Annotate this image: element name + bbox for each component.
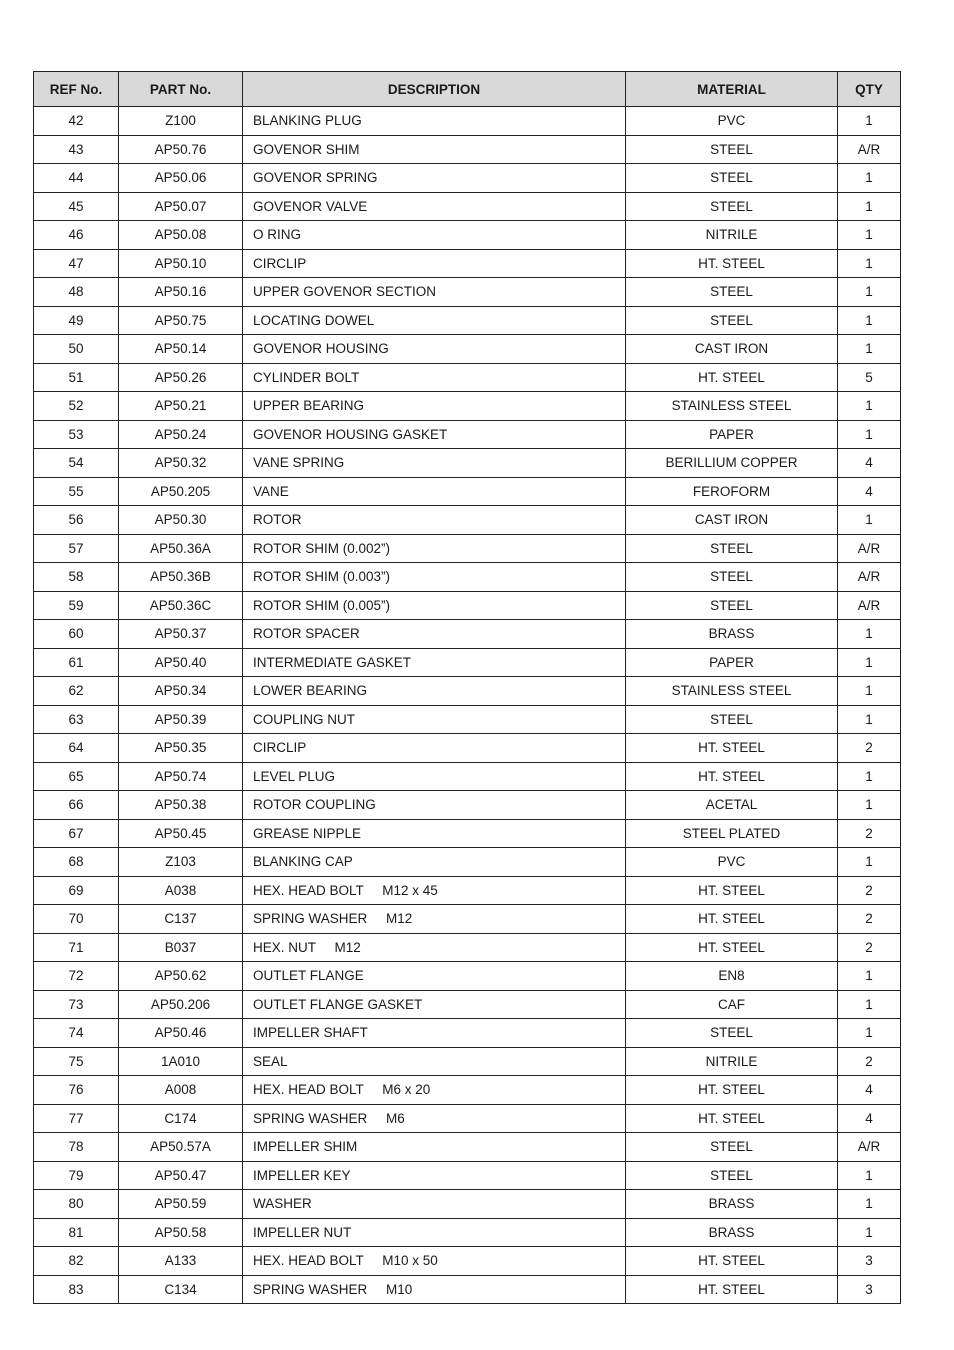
ref-no-cell: 64	[34, 734, 119, 763]
material-cell: BRASS	[626, 1190, 838, 1219]
material-cell: FEROFORM	[626, 477, 838, 506]
part-no-cell: AP50.62	[119, 962, 243, 991]
material-cell: HT. STEEL	[626, 1104, 838, 1133]
qty-cell: 4	[838, 1104, 901, 1133]
part-no-cell: AP50.32	[119, 449, 243, 478]
material-cell: ACETAL	[626, 791, 838, 820]
description-cell: INTERMEDIATE GASKET	[243, 648, 626, 677]
description-cell: VANE SPRING	[243, 449, 626, 478]
description-cell: ROTOR SHIM (0.003”)	[243, 563, 626, 592]
table-row	[34, 1104, 901, 1133]
ref-no-cell: 69	[34, 876, 119, 905]
ref-no-cell: 55	[34, 477, 119, 506]
qty-cell: 1	[838, 107, 901, 136]
part-no-cell: AP50.26	[119, 363, 243, 392]
ref-no-cell: 48	[34, 278, 119, 307]
part-no-cell: AP50.205	[119, 477, 243, 506]
material-cell: EN8	[626, 962, 838, 991]
description-cell: BLANKING CAP	[243, 848, 626, 877]
material-cell: HT. STEEL	[626, 1247, 838, 1276]
material-cell: PAPER	[626, 648, 838, 677]
description-cell: O RING	[243, 221, 626, 250]
table-row	[34, 420, 901, 449]
description-cell: BLANKING PLUG	[243, 107, 626, 136]
material-cell: HT. STEEL	[626, 734, 838, 763]
material-cell: HT. STEEL	[626, 933, 838, 962]
qty-cell: 2	[838, 1047, 901, 1076]
material-cell: BRASS	[626, 1218, 838, 1247]
table-row	[34, 1247, 901, 1276]
table-row	[34, 1190, 901, 1219]
description-cell: IMPELLER NUT	[243, 1218, 626, 1247]
description-cell: SPRING WASHER M6	[243, 1104, 626, 1133]
material-cell: STEEL	[626, 135, 838, 164]
qty-cell: 1	[838, 762, 901, 791]
table-row	[34, 164, 901, 193]
header-part-no: PART No.	[119, 72, 243, 107]
qty-cell: 2	[838, 905, 901, 934]
qty-cell: 1	[838, 335, 901, 364]
description-cell: GOVENOR HOUSING	[243, 335, 626, 364]
part-no-cell: AP50.57A	[119, 1133, 243, 1162]
description-cell: ROTOR SHIM (0.005”)	[243, 591, 626, 620]
part-no-cell: AP50.59	[119, 1190, 243, 1219]
description-cell: SPRING WASHER M12	[243, 905, 626, 934]
description-cell: CIRCLIP	[243, 249, 626, 278]
part-no-cell: AP50.37	[119, 620, 243, 649]
ref-no-cell: 80	[34, 1190, 119, 1219]
header-material: MATERIAL	[626, 72, 838, 107]
material-cell: HT. STEEL	[626, 1076, 838, 1105]
material-cell: NITRILE	[626, 1047, 838, 1076]
material-cell: STEEL	[626, 534, 838, 563]
description-cell: SEAL	[243, 1047, 626, 1076]
qty-cell: A/R	[838, 534, 901, 563]
table-row	[34, 477, 901, 506]
material-cell: CAST IRON	[626, 506, 838, 535]
qty-cell: 1	[838, 705, 901, 734]
qty-cell: 2	[838, 876, 901, 905]
qty-cell: 4	[838, 477, 901, 506]
part-no-cell: Z103	[119, 848, 243, 877]
description-cell: GREASE NIPPLE	[243, 819, 626, 848]
qty-cell: 2	[838, 819, 901, 848]
table-row	[34, 1076, 901, 1105]
table-row	[34, 1047, 901, 1076]
part-no-cell: AP50.40	[119, 648, 243, 677]
material-cell: STAINLESS STEEL	[626, 677, 838, 706]
qty-cell: 1	[838, 392, 901, 421]
material-cell: HT. STEEL	[626, 363, 838, 392]
description-cell: GOVENOR VALVE	[243, 192, 626, 221]
material-cell: STEEL	[626, 591, 838, 620]
part-no-cell: AP50.07	[119, 192, 243, 221]
part-no-cell: AP50.35	[119, 734, 243, 763]
table-row	[34, 962, 901, 991]
ref-no-cell: 51	[34, 363, 119, 392]
qty-cell: 1	[838, 1019, 901, 1048]
description-cell: UPPER GOVENOR SECTION	[243, 278, 626, 307]
description-cell: SPRING WASHER M10	[243, 1275, 626, 1304]
part-no-cell: AP50.74	[119, 762, 243, 791]
table-row	[34, 192, 901, 221]
material-cell: STEEL	[626, 705, 838, 734]
ref-no-cell: 77	[34, 1104, 119, 1133]
table-row	[34, 819, 901, 848]
description-cell: LOWER BEARING	[243, 677, 626, 706]
part-no-cell: AP50.36B	[119, 563, 243, 592]
table-row	[34, 221, 901, 250]
ref-no-cell: 63	[34, 705, 119, 734]
qty-cell: 5	[838, 363, 901, 392]
material-cell: STEEL	[626, 306, 838, 335]
part-no-cell: B037	[119, 933, 243, 962]
description-cell: IMPELLER SHIM	[243, 1133, 626, 1162]
table-row	[34, 648, 901, 677]
part-no-cell: AP50.76	[119, 135, 243, 164]
description-cell: OUTLET FLANGE	[243, 962, 626, 991]
part-no-cell: AP50.75	[119, 306, 243, 335]
qty-cell: 1	[838, 306, 901, 335]
table-row	[34, 734, 901, 763]
table-row	[34, 933, 901, 962]
table-header	[34, 72, 901, 107]
part-no-cell: AP50.10	[119, 249, 243, 278]
qty-cell: 1	[838, 620, 901, 649]
header-ref-no: REF No.	[34, 72, 119, 107]
ref-no-cell: 70	[34, 905, 119, 934]
part-no-cell: AP50.16	[119, 278, 243, 307]
table-row	[34, 249, 901, 278]
part-no-cell: Z100	[119, 107, 243, 136]
material-cell: STEEL	[626, 1161, 838, 1190]
table-row	[34, 1133, 901, 1162]
table-row	[34, 335, 901, 364]
ref-no-cell: 78	[34, 1133, 119, 1162]
ref-no-cell: 61	[34, 648, 119, 677]
qty-cell: 4	[838, 1076, 901, 1105]
part-no-cell: AP50.21	[119, 392, 243, 421]
ref-no-cell: 56	[34, 506, 119, 535]
table-row	[34, 762, 901, 791]
ref-no-cell: 50	[34, 335, 119, 364]
table-row	[34, 620, 901, 649]
material-cell: HT. STEEL	[626, 249, 838, 278]
part-no-cell: AP50.36A	[119, 534, 243, 563]
description-cell: HEX. HEAD BOLT M6 x 20	[243, 1076, 626, 1105]
ref-no-cell: 46	[34, 221, 119, 250]
part-no-cell: AP50.46	[119, 1019, 243, 1048]
qty-cell: 2	[838, 933, 901, 962]
description-cell: IMPELLER KEY	[243, 1161, 626, 1190]
part-no-cell: AP50.47	[119, 1161, 243, 1190]
description-cell: CIRCLIP	[243, 734, 626, 763]
part-no-cell: 1A010	[119, 1047, 243, 1076]
ref-no-cell: 81	[34, 1218, 119, 1247]
ref-no-cell: 82	[34, 1247, 119, 1276]
description-cell: WASHER	[243, 1190, 626, 1219]
part-no-cell: AP50.38	[119, 791, 243, 820]
table-row	[34, 677, 901, 706]
qty-cell: 1	[838, 249, 901, 278]
qty-cell: 3	[838, 1275, 901, 1304]
qty-cell: 3	[838, 1247, 901, 1276]
material-cell: STEEL	[626, 563, 838, 592]
header-row	[34, 72, 901, 107]
qty-cell: 1	[838, 791, 901, 820]
qty-cell: 1	[838, 962, 901, 991]
description-cell: CYLINDER BOLT	[243, 363, 626, 392]
ref-no-cell: 71	[34, 933, 119, 962]
description-cell: VANE	[243, 477, 626, 506]
table-row	[34, 534, 901, 563]
ref-no-cell: 42	[34, 107, 119, 136]
material-cell: HT. STEEL	[626, 876, 838, 905]
ref-no-cell: 52	[34, 392, 119, 421]
part-no-cell: A133	[119, 1247, 243, 1276]
part-no-cell: AP50.14	[119, 335, 243, 364]
material-cell: HT. STEEL	[626, 762, 838, 791]
ref-no-cell: 62	[34, 677, 119, 706]
table-row	[34, 1218, 901, 1247]
part-no-cell: AP50.58	[119, 1218, 243, 1247]
qty-cell: 1	[838, 192, 901, 221]
ref-no-cell: 83	[34, 1275, 119, 1304]
material-cell: PVC	[626, 848, 838, 877]
part-no-cell: AP50.39	[119, 705, 243, 734]
material-cell: HT. STEEL	[626, 905, 838, 934]
material-cell: CAF	[626, 990, 838, 1019]
qty-cell: A/R	[838, 135, 901, 164]
description-cell: LEVEL PLUG	[243, 762, 626, 791]
table-row	[34, 392, 901, 421]
description-cell: OUTLET FLANGE GASKET	[243, 990, 626, 1019]
material-cell: STAINLESS STEEL	[626, 392, 838, 421]
part-no-cell: AP50.30	[119, 506, 243, 535]
ref-no-cell: 49	[34, 306, 119, 335]
ref-no-cell: 66	[34, 791, 119, 820]
part-no-cell: AP50.24	[119, 420, 243, 449]
table-row	[34, 135, 901, 164]
ref-no-cell: 73	[34, 990, 119, 1019]
ref-no-cell: 74	[34, 1019, 119, 1048]
part-no-cell: AP50.08	[119, 221, 243, 250]
table-row	[34, 591, 901, 620]
ref-no-cell: 60	[34, 620, 119, 649]
description-cell: ROTOR	[243, 506, 626, 535]
description-cell: IMPELLER SHAFT	[243, 1019, 626, 1048]
qty-cell: 1	[838, 1161, 901, 1190]
ref-no-cell: 54	[34, 449, 119, 478]
material-cell: STEEL	[626, 192, 838, 221]
material-cell: BERILLIUM COPPER	[626, 449, 838, 478]
part-no-cell: C137	[119, 905, 243, 934]
qty-cell: 1	[838, 1190, 901, 1219]
material-cell: STEEL	[626, 164, 838, 193]
ref-no-cell: 45	[34, 192, 119, 221]
qty-cell: 1	[838, 648, 901, 677]
qty-cell: 2	[838, 734, 901, 763]
part-no-cell: AP50.06	[119, 164, 243, 193]
qty-cell: 1	[838, 420, 901, 449]
parts-list-table	[33, 71, 901, 1304]
ref-no-cell: 68	[34, 848, 119, 877]
ref-no-cell: 47	[34, 249, 119, 278]
description-cell: HEX. NUT M12	[243, 933, 626, 962]
description-cell: UPPER BEARING	[243, 392, 626, 421]
part-no-cell: C134	[119, 1275, 243, 1304]
description-cell: ROTOR COUPLING	[243, 791, 626, 820]
table-row	[34, 876, 901, 905]
material-cell: CAST IRON	[626, 335, 838, 364]
ref-no-cell: 75	[34, 1047, 119, 1076]
table-row	[34, 506, 901, 535]
material-cell: PVC	[626, 107, 838, 136]
description-cell: GOVENOR HOUSING GASKET	[243, 420, 626, 449]
table-row	[34, 107, 901, 136]
qty-cell: A/R	[838, 1133, 901, 1162]
part-no-cell: A038	[119, 876, 243, 905]
qty-cell: 1	[838, 848, 901, 877]
ref-no-cell: 59	[34, 591, 119, 620]
qty-cell: 1	[838, 677, 901, 706]
material-cell: BRASS	[626, 620, 838, 649]
description-cell: GOVENOR SHIM	[243, 135, 626, 164]
table-row	[34, 449, 901, 478]
table-row	[34, 363, 901, 392]
qty-cell: 1	[838, 278, 901, 307]
table-body	[34, 107, 901, 1304]
ref-no-cell: 44	[34, 164, 119, 193]
table-row	[34, 563, 901, 592]
description-cell: LOCATING DOWEL	[243, 306, 626, 335]
description-cell: COUPLING NUT	[243, 705, 626, 734]
qty-cell: 1	[838, 1218, 901, 1247]
ref-no-cell: 53	[34, 420, 119, 449]
description-cell: GOVENOR SPRING	[243, 164, 626, 193]
qty-cell: A/R	[838, 563, 901, 592]
material-cell: NITRILE	[626, 221, 838, 250]
table-row	[34, 848, 901, 877]
part-no-cell: AP50.206	[119, 990, 243, 1019]
ref-no-cell: 43	[34, 135, 119, 164]
part-no-cell: AP50.34	[119, 677, 243, 706]
qty-cell: 1	[838, 990, 901, 1019]
ref-no-cell: 72	[34, 962, 119, 991]
ref-no-cell: 76	[34, 1076, 119, 1105]
header-qty: QTY	[838, 72, 901, 107]
description-cell: ROTOR SPACER	[243, 620, 626, 649]
qty-cell: 4	[838, 449, 901, 478]
qty-cell: A/R	[838, 591, 901, 620]
qty-cell: 1	[838, 164, 901, 193]
material-cell: STEEL	[626, 1133, 838, 1162]
qty-cell: 1	[838, 506, 901, 535]
description-cell: HEX. HEAD BOLT M10 x 50	[243, 1247, 626, 1276]
table-row	[34, 791, 901, 820]
table-row	[34, 1019, 901, 1048]
ref-no-cell: 79	[34, 1161, 119, 1190]
table-row	[34, 905, 901, 934]
ref-no-cell: 58	[34, 563, 119, 592]
table-row	[34, 278, 901, 307]
table-row	[34, 705, 901, 734]
material-cell: PAPER	[626, 420, 838, 449]
part-no-cell: C174	[119, 1104, 243, 1133]
material-cell: HT. STEEL	[626, 1275, 838, 1304]
material-cell: STEEL PLATED	[626, 819, 838, 848]
table-row	[34, 306, 901, 335]
qty-cell: 1	[838, 221, 901, 250]
table-row	[34, 990, 901, 1019]
ref-no-cell: 57	[34, 534, 119, 563]
ref-no-cell: 67	[34, 819, 119, 848]
description-cell: HEX. HEAD BOLT M12 x 45	[243, 876, 626, 905]
header-description: DESCRIPTION	[243, 72, 626, 107]
table-row	[34, 1161, 901, 1190]
ref-no-cell: 65	[34, 762, 119, 791]
part-no-cell: AP50.36C	[119, 591, 243, 620]
part-no-cell: AP50.45	[119, 819, 243, 848]
description-cell: ROTOR SHIM (0.002”)	[243, 534, 626, 563]
table-row	[34, 1275, 901, 1304]
part-no-cell: A008	[119, 1076, 243, 1105]
material-cell: STEEL	[626, 278, 838, 307]
material-cell: STEEL	[626, 1019, 838, 1048]
